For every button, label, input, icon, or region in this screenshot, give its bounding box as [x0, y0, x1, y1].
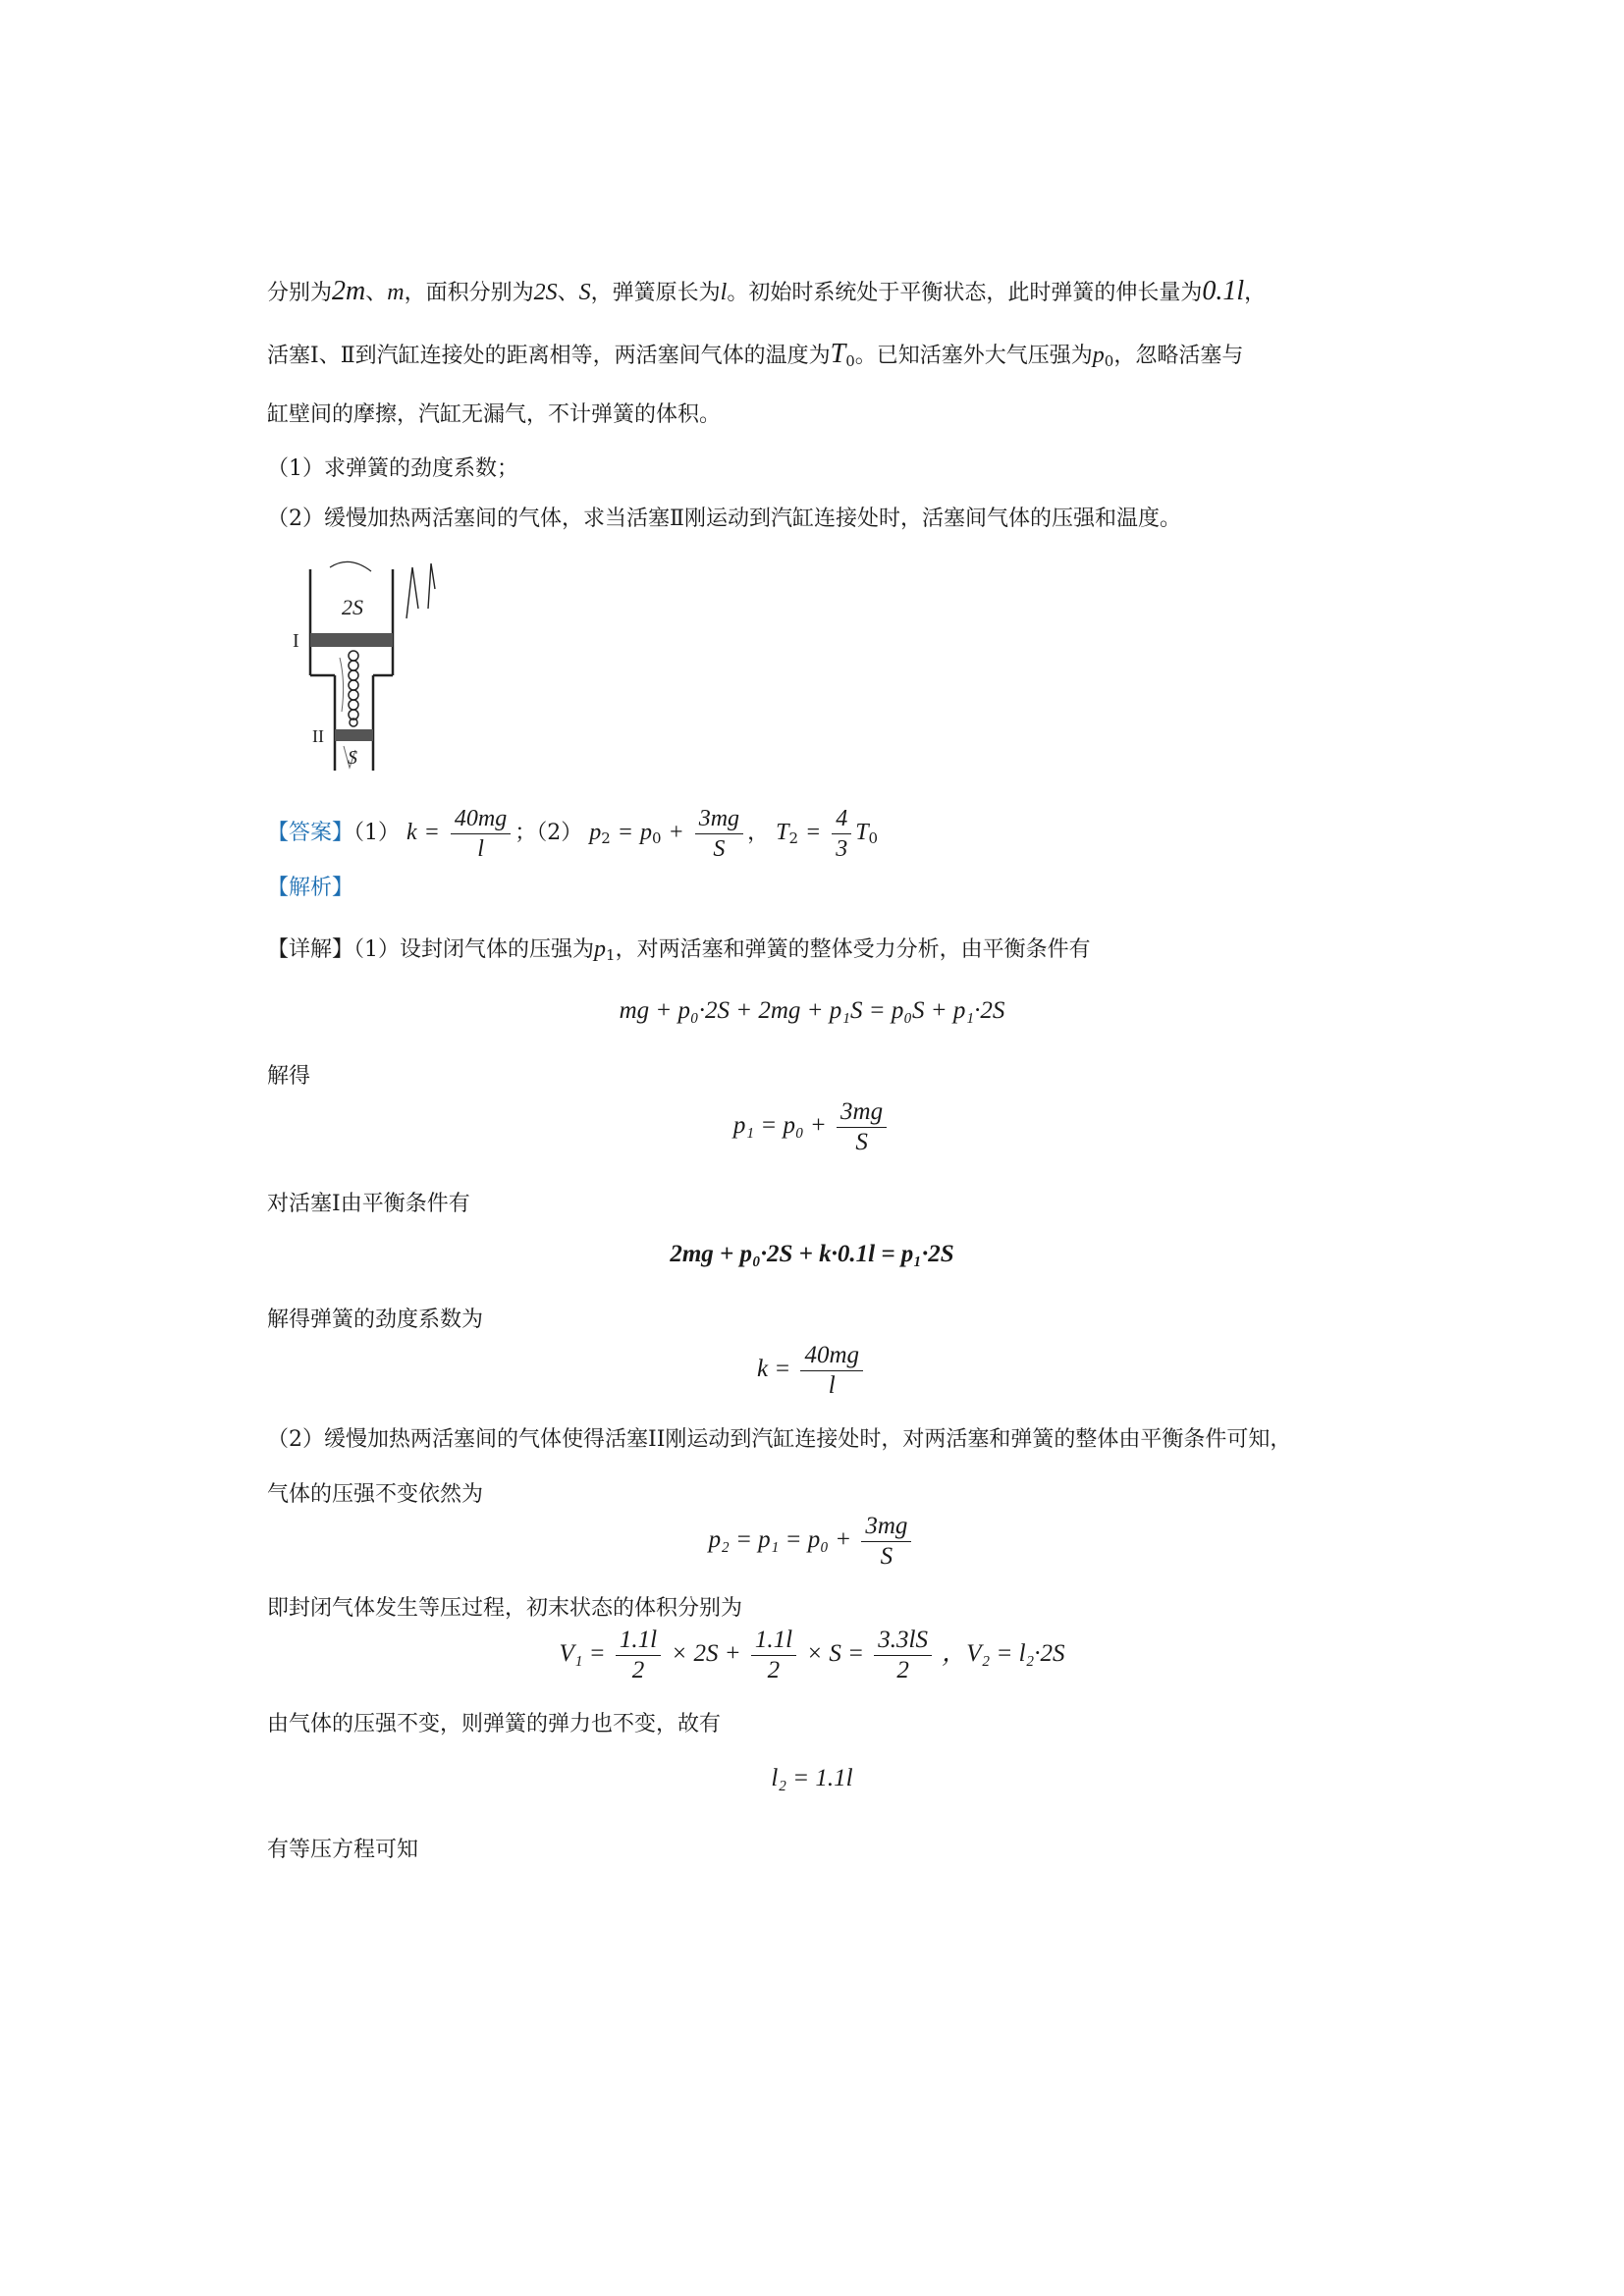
text-pressure-unchanged: 气体的压强不变依然为: [267, 1482, 484, 1507]
math: p: [589, 820, 602, 845]
text-isobaric: 即封闭气体发生等压过程，初末状态的体积分别为: [267, 1596, 743, 1621]
fraction: $\frac{1.1l}{2}$: [751, 1626, 796, 1685]
fraction: $\frac{3mg}{S}$: [837, 1097, 887, 1157]
fraction: $\frac{3mg}{S}$: [861, 1512, 911, 1572]
fraction: $\frac{40mg}{l}$: [800, 1341, 863, 1401]
math: p: [1092, 343, 1105, 368]
math: =: [804, 820, 822, 845]
math: m: [387, 280, 405, 305]
equation-6: V₁ = $\frac{1.1l}{2}$ × 2S + $\frac{1.1l}{2}$ × S = $\frac{3.3lS}{2}$ ，V₂ = l₂·2S: [559, 1627, 1065, 1683]
text-spring-force: 由气体的压强不变，则弹簧的弹力也不变，故有: [267, 1712, 722, 1736]
label-2S: 2S: [342, 595, 363, 619]
answer-tag: 【答案】: [267, 821, 354, 845]
math-sub: 0: [845, 352, 855, 370]
text: 。已知活塞外大气压强为: [854, 344, 1093, 368]
text: 。初始时系统处于平衡状态，此时弹簧的伸长量为: [727, 281, 1203, 305]
math: T: [830, 339, 846, 369]
math-sub: 0: [1104, 352, 1114, 370]
problem-line-3: 缸壁间的摩擦，汽缸无漏气，不计弹簧的体积。: [267, 402, 722, 427]
text: 活塞Ⅰ、Ⅱ到汽缸连接处的距离相等，两活塞间气体的温度为: [267, 344, 831, 368]
analysis-tag: 【解析】: [267, 876, 354, 900]
question-2: （2）缓慢加热两活塞间的气体，求当活塞Ⅱ刚运动到汽缸连接处时，活塞间气体的压强和温度。: [267, 507, 1181, 531]
math: S: [578, 280, 591, 305]
spring-icon: [349, 651, 358, 726]
math: =: [423, 820, 440, 845]
math: =: [617, 820, 633, 845]
text: 、: [557, 281, 579, 305]
text: （1）: [353, 821, 401, 845]
cylinder-diagram: [291, 550, 458, 777]
question-1: （1）求弹簧的劲度系数；: [267, 456, 518, 481]
equation-1: mg + p₀·2S + 2mg + p₁S = p₀S + p₁·2S: [619, 997, 1005, 1024]
answer-line: 【答案】（1） k = $\frac{40mg}{l}$ ；（2） $p_2 = p_0$ + $\frac{3mg}{S}$ ， $T_2$ = $\frac{4}{3}$ $T_0$: [267, 805, 879, 862]
label-S: S: [348, 747, 357, 769]
math: p: [639, 820, 652, 845]
fraction: $\frac{40mg}{l}$: [451, 804, 511, 864]
math: p: [594, 936, 607, 962]
text-solve: 解得: [267, 1064, 311, 1089]
math: +: [668, 820, 684, 845]
problem-line-1: [267, 277, 1266, 308]
label-II: II: [312, 726, 324, 746]
piston-1: [310, 633, 393, 647]
math: k: [406, 820, 417, 845]
math: T: [776, 820, 789, 845]
text: ，弹簧原长为: [590, 281, 721, 305]
math: 0.1l: [1202, 276, 1245, 306]
text-isobaric-equation: 有等压方程可知: [267, 1838, 419, 1862]
equation-7: l₂ = 1.1l: [771, 1765, 853, 1791]
text-spring-constant: 解得弹簧的劲度系数为: [267, 1308, 484, 1332]
text: ，对两活塞和弹簧的整体受力分析，由平衡条件有: [615, 937, 1091, 962]
detail-line-part2: （2）缓慢加热两活塞间的气体使得活塞II刚运动到汽缸连接处时，对两活塞和弹簧的整体由平衡条件可知，: [267, 1427, 1292, 1452]
math: 2m: [332, 276, 366, 306]
text: ，忽略活塞与: [1113, 344, 1244, 368]
math: T: [855, 820, 869, 845]
fraction: $\frac{4}{3}$: [832, 804, 851, 864]
math: 2S: [533, 280, 558, 305]
text: ，: [1244, 281, 1267, 305]
text: （1）设封闭气体的压强为: [353, 937, 595, 962]
label-I: I: [293, 630, 299, 652]
problem-line-2: [267, 340, 1243, 376]
fraction: $\frac{3.3lS}{2}$: [874, 1626, 932, 1685]
equation-5: p₂ = p₁ = p₀ + $\frac{3mg}{S}$: [0, 1512, 1624, 1572]
fraction: $\frac{1.1l}{2}$: [616, 1626, 661, 1685]
detail-tag: 【详解】: [267, 937, 354, 962]
text: ，面积分别为: [404, 281, 534, 305]
text-piston-1: 对活塞I由平衡条件有: [267, 1192, 470, 1216]
math: l: [720, 280, 728, 305]
fraction: $\frac{3mg}{S}$: [695, 804, 743, 864]
text: ，: [747, 821, 770, 845]
text: ；（2）: [514, 821, 583, 845]
text: 分别为: [267, 281, 333, 305]
text: 、: [365, 281, 388, 305]
equation-3: 2mg + p₀·2S + k·0.1l = p₁·2S: [670, 1241, 954, 1267]
piston-2: [335, 729, 373, 741]
equation-2: p₁ = p₀ + $\frac{3mg}{S}$: [0, 1097, 1624, 1157]
equation-4: k = $\frac{40mg}{l}$: [0, 1341, 1624, 1401]
detail-line-1: 【详解】（1）设封闭气体的压强为$p_1$，对两活塞和弹簧的整体受力分析，由平衡条件有: [267, 936, 1091, 964]
